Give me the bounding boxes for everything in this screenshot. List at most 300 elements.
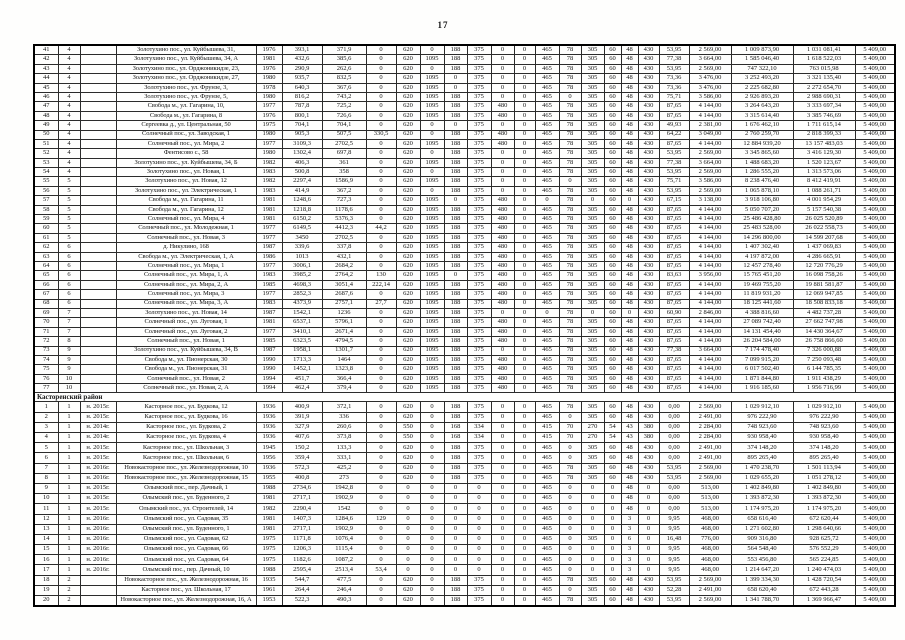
tariff-rate: 0,00 [659, 504, 689, 514]
amount-total: 12 069 947,85 [793, 290, 855, 299]
fee-48: 0 [621, 308, 638, 317]
living-area: 1284,6 [322, 514, 366, 524]
fee-78: 78 [559, 64, 581, 73]
fee-1095: 1095 [420, 92, 444, 101]
fee-465: 465 [535, 261, 559, 270]
amount-plan: 1 214 647,20 [731, 565, 793, 575]
fee-48: 48 [621, 402, 638, 412]
fee-465: 465 [535, 596, 559, 607]
row-number: 1 [34, 402, 58, 412]
fee-48: 48 [621, 177, 638, 186]
fee-48: 3 [621, 545, 638, 555]
fee-480: 480 [491, 384, 514, 393]
amount-total: 2 272 654,70 [793, 83, 855, 92]
total-area: 1248,6 [282, 196, 322, 205]
fee-480: 480 [491, 139, 514, 148]
total-area: 6323,5 [282, 337, 322, 346]
aux-area: 0 [366, 243, 396, 252]
fee-1095: 1095 [420, 83, 444, 92]
monthly-fee: 4 144,00 [689, 111, 731, 120]
fee-480: 0 [491, 64, 514, 73]
fee-480: 0 [491, 545, 514, 555]
fee-60: 60 [604, 168, 621, 177]
fee-188: 188 [444, 215, 467, 224]
year-built: 1977 [256, 224, 282, 233]
group-number: 4 [58, 121, 80, 130]
fee-78: 78 [559, 384, 581, 393]
total-area: 3410,1 [282, 327, 322, 336]
fee-620: 0 [396, 565, 420, 575]
limit-5409: 5 409,00 [855, 402, 895, 412]
year-built: 1994 [256, 374, 282, 383]
tariff-rate: 83,63 [659, 271, 689, 280]
fee-0: 0 [514, 494, 535, 504]
limit-5409: 5 409,00 [855, 149, 895, 158]
fee-305: 305 [581, 102, 604, 111]
fee-375: 0 [467, 565, 491, 575]
fee-480: 480 [491, 102, 514, 111]
fee-48: 48 [621, 453, 638, 463]
address: Новокасторное пос., ул. Железнодорожная, 15 [116, 473, 256, 483]
table-row [34, 374, 895, 383]
group-number: 5 [58, 205, 80, 214]
fee-48: 48 [621, 111, 638, 120]
fee-480: 480 [491, 130, 514, 139]
monthly-fee: 3 664,00 [689, 346, 731, 355]
amount-plan: 25 483 528,00 [731, 224, 793, 233]
row-number: 6 [34, 453, 58, 463]
fee-78: 0 [559, 514, 581, 524]
limit-5409: 5 409,00 [855, 102, 895, 111]
fee-620: 620 [396, 596, 420, 607]
fee-1095: 1095 [420, 111, 444, 120]
group-number: 4 [58, 149, 80, 158]
limit-5409: 5 409,00 [855, 365, 895, 374]
address: Сергеевка д., ул. Центральная, 50 [116, 121, 256, 130]
address: Солнечный пос., ул. Мира, 1, А [116, 271, 256, 280]
address: Олымский пос., ул. Садовая, 66 [116, 545, 256, 555]
fee-480: 0 [491, 149, 514, 158]
living-area: 1942,8 [322, 483, 366, 493]
monthly-fee: 3 664,00 [689, 55, 731, 64]
living-area: 2757,1 [322, 299, 366, 308]
fee-375: 375 [467, 74, 491, 83]
fee-78: 0 [559, 555, 581, 565]
fee-480: 0 [491, 514, 514, 524]
row-number: 76 [34, 374, 58, 383]
fee-375: 0 [467, 545, 491, 555]
row-number: 2 [34, 412, 58, 422]
fee-375: 375 [467, 158, 491, 167]
aux-area: 129 [366, 514, 396, 524]
tariff-rate: 67,15 [659, 196, 689, 205]
fee-1095: 1095 [420, 233, 444, 242]
fee-375: 375 [467, 224, 491, 233]
amount-total: 1 393 872,30 [793, 494, 855, 504]
table-row [34, 412, 895, 422]
table-row [34, 504, 895, 514]
note-year [80, 215, 116, 224]
row-number: 5 [34, 443, 58, 453]
fee-60: 60 [604, 463, 621, 473]
fee-480: 480 [491, 327, 514, 336]
address: Касторное пос., ул. Будкова, 16 [116, 412, 256, 422]
tariff-rate: 0,00 [659, 422, 689, 432]
aux-area: 0 [366, 575, 396, 585]
total-area: 4373,9 [282, 299, 322, 308]
fee-620: 620 [396, 55, 420, 64]
limit-5409: 5 409,00 [855, 565, 895, 575]
fee-375: 375 [467, 355, 491, 364]
fee-480: 0 [491, 443, 514, 453]
fee-78: 78 [559, 215, 581, 224]
address: Золотухино пос., ул. Куйбышева, 34, А [116, 55, 256, 64]
fee-480: 0 [491, 565, 514, 575]
aux-area: 0 [366, 337, 396, 346]
year-built: 1980 [256, 130, 282, 139]
total-area: 3006,1 [282, 261, 322, 270]
note-year [80, 64, 116, 73]
fee-430: 430 [638, 215, 659, 224]
total-area: 1218,8 [282, 205, 322, 214]
note-year: н. 2015г. [80, 443, 116, 453]
fee-375: 375 [467, 585, 491, 595]
fee-48: 48 [621, 243, 638, 252]
fee-188: 188 [444, 205, 467, 214]
note-year [80, 299, 116, 308]
fee-48: 48 [621, 252, 638, 261]
fee-430: 430 [638, 74, 659, 83]
fee-48: 48 [621, 355, 638, 364]
fee-0: 0 [514, 365, 535, 374]
row-number: 20 [34, 596, 58, 607]
fee-0: 0 [514, 337, 535, 346]
fee-375: 375 [467, 402, 491, 412]
fee-430: 430 [638, 252, 659, 261]
fee-465: 465 [535, 463, 559, 473]
address: Золотухино пос., ул. Новая, 1 [116, 168, 256, 177]
group-number: 5 [58, 196, 80, 205]
fee-480: 0 [491, 504, 514, 514]
fee-48: 48 [621, 504, 638, 514]
fee-375: 375 [467, 365, 491, 374]
monthly-fee: 4 144,00 [689, 365, 731, 374]
year-built: 1978 [256, 83, 282, 92]
row-number: 71 [34, 327, 58, 336]
fee-620: 620 [396, 205, 420, 214]
tariff-rate: 87,65 [659, 261, 689, 270]
fee-188: 0 [444, 534, 467, 544]
aux-area: 0 [366, 463, 396, 473]
amount-plan: 1 009 873,90 [731, 45, 793, 55]
amount-plan: 3 315 614,40 [731, 111, 793, 120]
amount-plan: 909 316,80 [731, 534, 793, 544]
fee-1095: 1095 [420, 365, 444, 374]
total-area: 407,6 [282, 433, 322, 443]
year-built: 1988 [256, 565, 282, 575]
amount-plan: 1 341 788,70 [731, 596, 793, 607]
living-area: 727,3 [322, 196, 366, 205]
row-number: 56 [34, 186, 58, 195]
fee-620: 620 [396, 158, 420, 167]
limit-5409: 5 409,00 [855, 64, 895, 73]
fee-620: 620 [396, 271, 420, 280]
table-row [34, 534, 895, 544]
limit-5409: 5 409,00 [855, 596, 895, 607]
fee-0: 0 [514, 504, 535, 514]
group-number: 4 [58, 111, 80, 120]
fee-60: 0 [604, 534, 621, 544]
amount-plan: 1 585 046,40 [731, 55, 793, 64]
fee-1095: 1095 [420, 384, 444, 393]
fee-480: 0 [491, 45, 514, 55]
fee-0: 0 [514, 205, 535, 214]
group-number: 1 [58, 524, 80, 534]
year-built: 1981 [256, 215, 282, 224]
fee-78: 78 [559, 374, 581, 383]
tariff-rate: 9,95 [659, 555, 689, 565]
address: Касторное пос., ул. Будкова, 4 [116, 433, 256, 443]
fee-188: 188 [444, 473, 467, 483]
monthly-fee: 2 381,00 [689, 121, 731, 130]
fee-78: 78 [559, 130, 581, 139]
amount-total: 1 618 522,03 [793, 55, 855, 64]
amount-plan: 1 029 655,20 [731, 473, 793, 483]
fee-0: 0 [514, 473, 535, 483]
amount-plan: 4 388 816,60 [731, 308, 793, 317]
row-number: 15 [34, 545, 58, 555]
aux-area: 53,4 [366, 565, 396, 575]
fee-620: 0 [396, 504, 420, 514]
fee-375: 375 [467, 290, 491, 299]
fee-430: 430 [638, 224, 659, 233]
table-row [34, 337, 895, 346]
fee-620: 620 [396, 177, 420, 186]
total-area: 1452,1 [282, 365, 322, 374]
fee-620: 620 [396, 64, 420, 73]
fee-1095: 0 [420, 433, 444, 443]
year-built: 1981 [256, 524, 282, 534]
monthly-fee: 4 144,00 [689, 337, 731, 346]
fee-375: 375 [467, 473, 491, 483]
amount-plan: 15 765 451,20 [731, 271, 793, 280]
amount-total: 18 508 833,18 [793, 299, 855, 308]
amount-plan: 374 148,20 [731, 443, 793, 453]
limit-5409: 5 409,00 [855, 585, 895, 595]
fee-305: 305 [581, 111, 604, 120]
living-area: 379,4 [322, 384, 366, 393]
fee-620: 620 [396, 45, 420, 55]
fee-188: 188 [444, 463, 467, 473]
fee-305: 0 [581, 565, 604, 575]
fee-78: 78 [559, 111, 581, 120]
group-number: 1 [58, 443, 80, 453]
fee-60: 60 [604, 346, 621, 355]
group-number: 6 [58, 280, 80, 289]
row-number: 42 [34, 55, 58, 64]
amount-total: 1 437 069,83 [793, 243, 855, 252]
row-number: 77 [34, 384, 58, 393]
aux-area: 44,2 [366, 224, 396, 233]
fee-305: 0 [581, 308, 604, 317]
amount-total: 1 240 474,03 [793, 565, 855, 575]
fee-620: 620 [396, 453, 420, 463]
fee-1095: 0 [420, 596, 444, 607]
amount-plan: 7 099 915,20 [731, 355, 793, 364]
fee-430: 430 [638, 473, 659, 483]
monthly-fee: 2 569,00 [689, 473, 731, 483]
aux-area: 0 [366, 504, 396, 514]
tariff-rate: 60,90 [659, 308, 689, 317]
fee-188: 188 [444, 158, 467, 167]
fee-60: 60 [604, 443, 621, 453]
table-row [34, 233, 895, 242]
fee-48: 3 [621, 555, 638, 565]
amount-plan: 658 616,40 [731, 514, 793, 524]
fee-480: 480 [491, 196, 514, 205]
total-area: 3985,2 [282, 271, 322, 280]
fee-188: 188 [444, 243, 467, 252]
fee-305: 305 [581, 224, 604, 233]
group-number: 6 [58, 261, 80, 270]
row-number: 60 [34, 224, 58, 233]
address: Олымский пос., пер. Дачный, 10 [116, 565, 256, 575]
amount-total: 895 265,40 [793, 453, 855, 463]
row-number: 44 [34, 74, 58, 83]
note-year [80, 575, 116, 585]
fee-188: 188 [444, 55, 467, 64]
group-number: 1 [58, 545, 80, 555]
fee-1095: 0 [420, 473, 444, 483]
fee-305: 305 [581, 149, 604, 158]
page-number: 17 [437, 20, 449, 30]
fee-620: 620 [396, 384, 420, 393]
fee-305: 305 [581, 261, 604, 270]
fee-1095: 1095 [420, 374, 444, 383]
tariff-rate: 9,95 [659, 514, 689, 524]
fee-620: 620 [396, 473, 420, 483]
fee-78: 0 [559, 585, 581, 595]
living-area: 1586,9 [322, 177, 366, 186]
table-row [34, 111, 895, 120]
fee-48: 43 [621, 422, 638, 432]
fee-1095: 1095 [420, 308, 444, 317]
fee-480: 480 [491, 374, 514, 383]
fee-430: 430 [638, 111, 659, 120]
row-number: 19 [34, 585, 58, 595]
amount-total: 3 333 697,34 [793, 102, 855, 111]
fee-465: 465 [535, 92, 559, 101]
fee-465: 465 [535, 534, 559, 544]
tariff-rate: 0,00 [659, 483, 689, 493]
row-number: 58 [34, 205, 58, 214]
row-number: 41 [34, 45, 58, 55]
aux-area: 0 [366, 365, 396, 374]
fee-48: 43 [621, 433, 638, 443]
fee-430: 430 [638, 121, 659, 130]
note-year: н. 2015г. [80, 402, 116, 412]
limit-5409: 5 409,00 [855, 55, 895, 64]
fee-375: 375 [467, 271, 491, 280]
fee-0: 0 [514, 252, 535, 261]
living-area: 1301,7 [322, 346, 366, 355]
fee-430: 380 [638, 433, 659, 443]
monthly-fee: 3 956,00 [689, 271, 731, 280]
fee-375: 334 [467, 433, 491, 443]
limit-5409: 5 409,00 [855, 271, 895, 280]
tariff-rate: 53,95 [659, 596, 689, 607]
amount-total: 8 412 419,91 [793, 177, 855, 186]
aux-area: 0 [366, 402, 396, 412]
fee-375: 0 [467, 483, 491, 493]
group-number: 2 [58, 585, 80, 595]
fee-60: 60 [604, 130, 621, 139]
fee-78: 78 [559, 74, 581, 83]
limit-5409: 5 409,00 [855, 224, 895, 233]
fee-1095: 1095 [420, 224, 444, 233]
fee-48: 48 [621, 130, 638, 139]
note-year [80, 365, 116, 374]
row-number: 45 [34, 83, 58, 92]
monthly-fee: 4 144,00 [689, 384, 731, 393]
monthly-fee: 4 144,00 [689, 233, 731, 242]
fee-188: 188 [444, 337, 467, 346]
table-row [34, 384, 895, 393]
fee-78: 0 [559, 565, 581, 575]
amount-plan: 11 819 931,20 [731, 290, 793, 299]
monthly-fee: 2 569,00 [689, 463, 731, 473]
limit-5409: 5 409,00 [855, 121, 895, 130]
living-area: 366,4 [322, 374, 366, 383]
fee-465: 465 [535, 494, 559, 504]
monthly-fee: 3 664,00 [689, 158, 731, 167]
fee-480: 480 [491, 271, 514, 280]
monthly-fee: 513,00 [689, 483, 731, 493]
fee-60: 60 [604, 45, 621, 55]
fee-480: 480 [491, 318, 514, 327]
fee-430: 430 [638, 280, 659, 289]
fee-620: 620 [396, 215, 420, 224]
fee-78: 0 [559, 443, 581, 453]
row-number: 73 [34, 346, 58, 355]
aux-area: 0 [366, 443, 396, 453]
total-area: 816,2 [282, 92, 322, 101]
fee-305: 305 [581, 327, 604, 336]
fee-620: 620 [396, 402, 420, 412]
table-row [34, 514, 895, 524]
table-row [34, 121, 895, 130]
total-area: 1182,6 [282, 555, 322, 565]
fee-0: 0 [514, 318, 535, 327]
living-area: 367,6 [322, 83, 366, 92]
fee-188: 188 [444, 252, 467, 261]
living-area: 1178,6 [322, 205, 366, 214]
table-row [34, 215, 895, 224]
fee-48: 0 [621, 196, 638, 205]
table-row [34, 473, 895, 483]
fee-60: 60 [604, 473, 621, 483]
aux-area: 0 [366, 453, 396, 463]
table-row [34, 186, 895, 195]
fee-465: 465 [535, 45, 559, 55]
living-area: 358 [322, 168, 366, 177]
row-number: 50 [34, 130, 58, 139]
fee-188: 188 [444, 575, 467, 585]
fee-48: 48 [621, 102, 638, 111]
amount-total: 14 430 364,67 [793, 327, 855, 336]
limit-5409: 5 409,00 [855, 158, 895, 167]
total-area: 6150,2 [282, 215, 322, 224]
